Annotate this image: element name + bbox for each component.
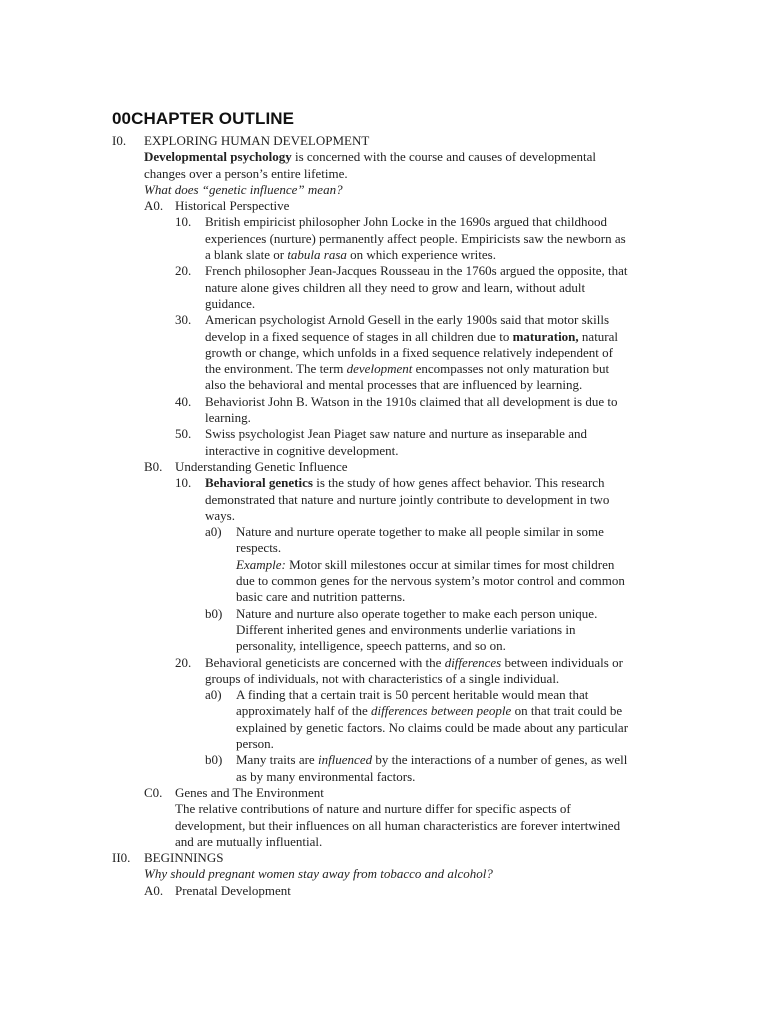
item-label: 10. — [175, 214, 192, 230]
example-label: Example: — [236, 556, 286, 572]
item-label: 30. — [175, 312, 192, 328]
term-influenced: influenced — [317, 752, 373, 768]
section-ii-title: BEGINNINGS — [144, 850, 224, 866]
page-title: 00CHAPTER OUTLINE — [112, 109, 295, 128]
outline-subitem — [0, 606, 768, 655]
subsection-title: Historical Perspective — [175, 198, 290, 214]
subitem-label: a0) — [205, 524, 222, 540]
term-maturation: maturation, — [512, 328, 579, 344]
subsection-title: Genes and The Environment — [175, 784, 324, 800]
item-text: French philosopher Jean-Jacques Rousseau in the 1760s argued the opposite, that nature alone gives children all they need to grow and learn, without adult guidance. — [205, 263, 628, 311]
section-ii-heading — [0, 850, 768, 866]
item-text: Behavioral genetics is the study of how genes affect behavior. This research demonstrated that nature and nurture jointly contribute to development in two ways. — [205, 475, 610, 523]
subitem-label: b0) — [205, 752, 223, 768]
section-i-title: EXPLORING HUMAN DEVELOPMENT — [144, 133, 370, 148]
item-text: American psychologist Arnold Gesell in the early 1900s said that motor skills develop in a fixed sequence of stages in all children due to maturation, natural growth or change, which unfolds in a fixed sequence relatively independent of the environment. The term development encompasses not only maturation but also the behavioral and mental processes that are influenced by learning. — [205, 312, 619, 393]
term-behavioral-genetics: Behavioral genetics — [205, 475, 313, 491]
subsection-title: Understanding Genetic Influence — [175, 458, 348, 474]
term-tabula-rasa: tabula rasa — [287, 247, 347, 263]
outline-item — [0, 475, 768, 524]
section-ii-label: II0. — [112, 850, 131, 866]
chapter-outline — [0, 133, 768, 899]
term-developmental-psychology: Developmental psychology — [144, 149, 292, 165]
section-ii-intro — [144, 866, 768, 882]
term-differences-between-people: differences between people — [371, 703, 512, 719]
guiding-question: Why should pregnant women stay away from tobacco and alcohol? — [144, 866, 493, 882]
item-label: 40. — [175, 393, 192, 409]
section-i-intro — [144, 149, 768, 198]
outline-item — [0, 426, 768, 459]
outline-subitem — [0, 687, 768, 752]
subsection-label: A0. — [144, 198, 164, 214]
item-text: Behaviorist John B. Watson in the 1910s claimed that all development is due to learning. — [205, 393, 618, 426]
outline-item — [0, 214, 768, 263]
subitem-text: A finding that a certain trait is 50 percent heritable would mean that approximately half of the differences between people on that trait could be explained by genetic factors. No claims could be made about any particular person. — [236, 687, 629, 752]
outline-item — [0, 312, 768, 394]
item-text: Swiss psychologist Jean Piaget saw nature and nurture as inseparable and interactive in cognitive development. — [205, 426, 587, 458]
subitem-label: b0) — [205, 605, 223, 621]
subitem-text: Many traits are influenced by the interactions of a number of genes, as well as by many environmental factors. — [236, 752, 628, 784]
intro-text: is concerned with the course and causes of developmental — [291, 149, 597, 165]
subsection-c-heading — [0, 785, 768, 801]
subsection-label: C0. — [144, 784, 163, 800]
section-i-heading — [0, 133, 768, 149]
subsection-a-heading — [0, 198, 768, 214]
subitem-text: Nature and nurture operate together to make all people similar in some respects. Example: Motor skill milestones occur at similar times for most children due to common genes for the nervous system’s motor control and common basic care and nutrition patterns. — [236, 524, 625, 605]
item-label: 50. — [175, 426, 192, 442]
subsection-label: A0. — [144, 882, 164, 898]
term-development: development — [346, 361, 413, 377]
subitem-text: Nature and nurture also operate together to make each person unique. Different inherited genes and environments underlie variations in personality, intelligence, speech patterns, and so on. — [236, 605, 598, 654]
outline-item — [0, 655, 768, 688]
item-label: 20. — [175, 263, 192, 279]
subsection-a-heading — [0, 883, 768, 899]
item-label: 10. — [175, 475, 192, 491]
guiding-question: What does “genetic influence” mean? — [144, 181, 343, 197]
outline-subitem — [0, 524, 768, 606]
subsection-title: Prenatal Development — [175, 882, 291, 898]
term-differences: differences — [444, 654, 502, 670]
item-label: 20. — [175, 654, 192, 670]
subitem-label: a0) — [205, 687, 222, 703]
subsection-b-heading — [0, 459, 768, 475]
item-text: British empiricist philosopher John Locke in the 1690s argued that childhood experiences (nurture) permanently affect people. Empiricists saw the newborn as a blank slate or tabula rasa on which experience writes. — [205, 214, 626, 263]
outline-item — [0, 263, 768, 312]
item-text: Behavioral geneticists are concerned with the differences between individuals or groups of individuals, not with characteristics of a single individual. — [205, 654, 623, 686]
section-i-label: I0. — [112, 133, 127, 148]
subsection-label: B0. — [144, 458, 163, 474]
outline-item — [0, 394, 768, 427]
subsection-c-text: The relative contributions of nature and nurture differ for specific aspects of development, but their influences on all human characteristics are forever intertwined and are mutually influential. — [175, 801, 621, 849]
outline-subitem — [0, 752, 768, 785]
intro-text: changes over a person’s entire lifetime. — [144, 165, 348, 181]
